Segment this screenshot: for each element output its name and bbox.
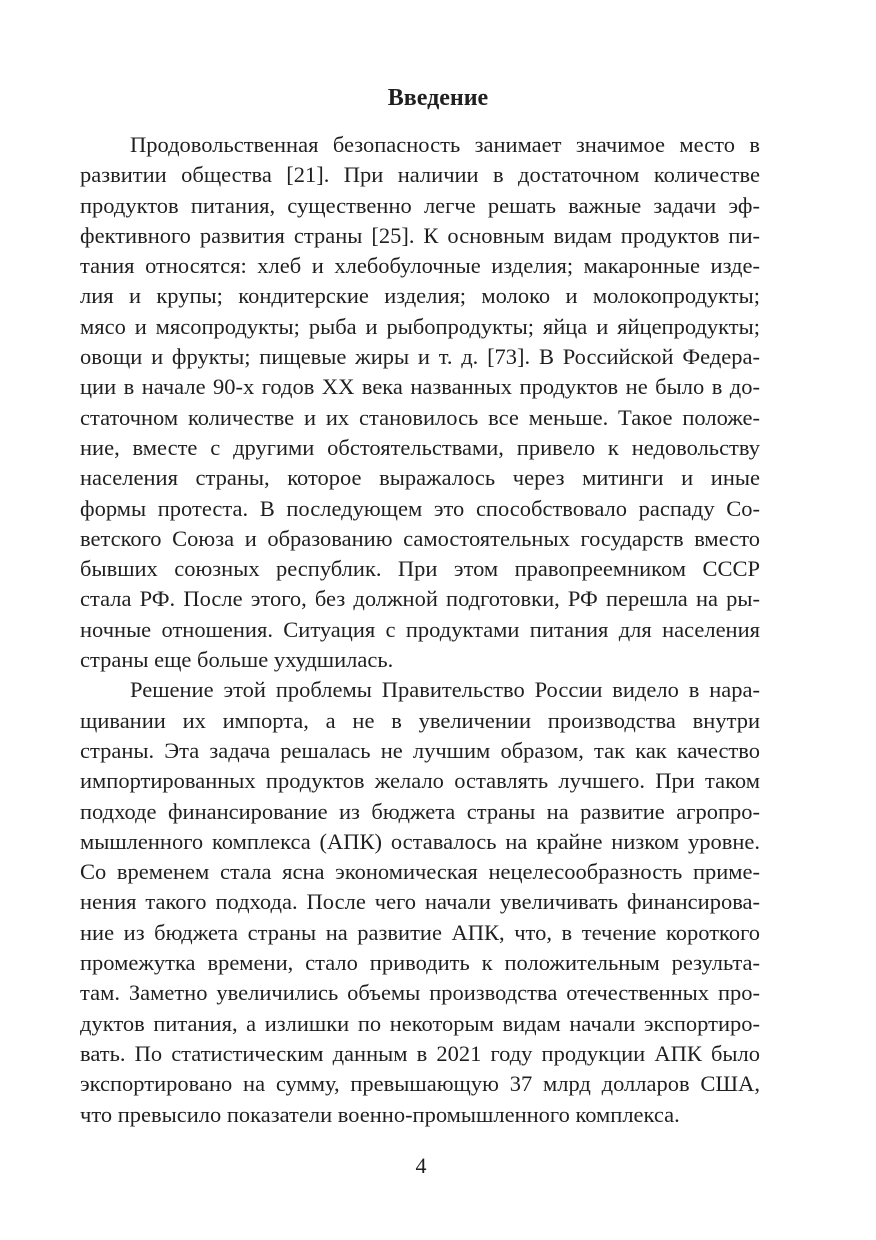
text-line: ние, вместе с другими обстоятельствами, привело к недовольству: [80, 434, 760, 460]
text-line: развитии общества [21]. При наличии в достаточном количестве: [80, 162, 760, 188]
text-line: мышленного комплекса (АПК) оставалось на крайне низком уровне.: [80, 828, 760, 854]
text-line: страны еще больше ухудшилась.: [80, 647, 394, 673]
text-line: стала РФ. После этого, без должной подготовки, РФ перешла на ры-: [80, 586, 760, 612]
paragraph-2: [80, 675, 760, 1129]
text-line: ции в начале 90-х годов XX века названных продуктов не было в до-: [80, 374, 760, 400]
text-line: фективного развития страны [25]. К основным видам продуктов пи-: [80, 222, 760, 248]
text-line: там. Заметно увеличились объемы производства отечественных про-: [80, 980, 760, 1006]
text-line: населения страны, которое выражалось через митинги и иные: [80, 465, 760, 491]
text-line: продуктов питания, существенно легче решать важные задачи эф-: [80, 192, 760, 218]
text-line: импортированных продуктов желало оставлять лучшего. При таком: [80, 768, 760, 794]
text-line: дуктов питания, а излишки по некоторым видам начали экспортиро-: [80, 1010, 760, 1036]
text-line: ветского Союза и образованию самостоятельных государств вместо: [80, 525, 760, 551]
text-line: промежутка времени, стало приводить к положительным результа-: [80, 950, 760, 976]
text-line: вать. По статистическим данным в 2021 году продукции АПК было: [80, 1040, 760, 1066]
text-line: бывших союзных республик. При этом правопреемником СССР: [80, 556, 760, 582]
page-number: 4: [415, 1153, 427, 1178]
text-line: Продовольственная безопасность занимает значимое место в: [130, 132, 760, 157]
text-line: мясо и мясопродукты; рыба и рыбопродукты; яйца и яйцепродукты;: [80, 313, 760, 339]
text-line: овощи и фрукты; пищевые жиры и т. д. [73]. В Российской Федера-: [80, 344, 760, 370]
text-line: щивании их импорта, а не в увеличении производства внутри: [80, 707, 760, 733]
text-line: формы протеста. В последующем это способствовало распаду Со-: [80, 495, 760, 521]
text-line: ние из бюджета страны на развитие АПК, что, в течение короткого: [80, 919, 760, 945]
text-line: страны. Эта задача решалась не лучшим образом, так как качество: [80, 737, 760, 763]
text-line: экспортировано на сумму, превышающую 37 млрд долларов США,: [80, 1071, 760, 1097]
text-line: статочном количестве и их становилось все меньше. Такое положе-: [80, 404, 760, 430]
text-line: лия и крупы; кондитерские изделия; молоко и молокопродукты;: [80, 283, 760, 309]
text-line: что превысило показатели военно-промышленного комплекса.: [80, 1101, 680, 1127]
text-line: нения такого подхода. После чего начали увеличивать финансирова-: [80, 889, 760, 915]
section-heading: Введение: [387, 85, 489, 111]
paragraph-1: [80, 130, 760, 675]
text-line: Решение этой проблемы Правительство России видело в нара-: [130, 677, 760, 703]
text-line: Со временем стала ясна экономическая нецелесообразность приме-: [80, 859, 760, 885]
text-line: подходе финансирование из бюджета страны на развитие агропро-: [80, 798, 760, 824]
text-line: ночные отношения. Ситуация с продуктами питания для населения: [80, 616, 760, 642]
body-text: [80, 130, 760, 1130]
text-line: тания относятся: хлеб и хлебобулочные изделия; макаронные изде-: [80, 253, 760, 279]
